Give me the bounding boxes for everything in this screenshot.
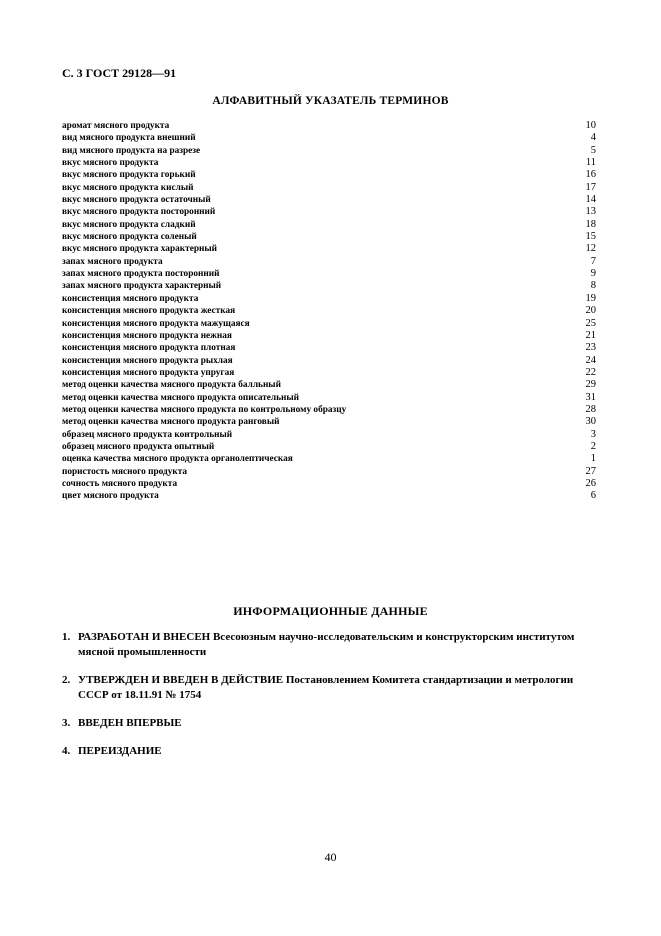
index-entry-term: консистенция мясного продукта bbox=[62, 293, 199, 304]
index-entry bbox=[62, 219, 596, 231]
index-entry-term: вкус мясного продукта посторонний bbox=[62, 207, 216, 218]
index-entry-term: оценка качества мясного продукта органолептическая bbox=[62, 454, 293, 465]
term-index-list bbox=[62, 120, 596, 503]
index-entry-number: 3 bbox=[590, 428, 596, 440]
index-entry bbox=[62, 355, 596, 367]
info-title: ИНФОРМАЦИОННЫЕ ДАННЫЕ bbox=[233, 604, 428, 618]
index-entry bbox=[62, 490, 596, 502]
index-entry bbox=[62, 182, 596, 194]
info-item-text bbox=[78, 673, 602, 703]
index-entry-number: 23 bbox=[585, 342, 596, 354]
index-entry-number: 8 bbox=[590, 280, 596, 292]
index-entry bbox=[62, 466, 596, 478]
index-entry bbox=[62, 231, 596, 243]
index-entry-number: 28 bbox=[585, 403, 596, 415]
index-entry-number: 6 bbox=[590, 490, 596, 502]
index-entry bbox=[62, 268, 596, 280]
index-entry-term: консистенция мясного продукта мажущаяся bbox=[62, 318, 250, 329]
info-item-heading: ВВЕДЕН ВПЕРВЫЕ bbox=[78, 717, 182, 729]
index-entry-number: 19 bbox=[585, 292, 596, 304]
index-entry-number: 18 bbox=[585, 218, 596, 230]
index-entry-number: 12 bbox=[585, 243, 596, 255]
index-entry-term: пористость мясного продукта bbox=[62, 466, 188, 477]
index-entry-number: 13 bbox=[585, 206, 596, 218]
index-entry-term: вкус мясного продукта характерный bbox=[62, 244, 217, 255]
index-entry-term: вкус мясного продукта соленый bbox=[62, 232, 197, 243]
index-entry-number: 10 bbox=[585, 120, 596, 131]
index-entry-term: метод оценки качества мясного продукта ранговый bbox=[62, 417, 280, 428]
index-entry-number: 31 bbox=[585, 391, 596, 403]
index-entry bbox=[62, 441, 596, 453]
index-entry bbox=[62, 132, 596, 144]
index-entry-number: 26 bbox=[585, 477, 596, 489]
index-entry bbox=[62, 145, 596, 157]
index-entry-number: 15 bbox=[585, 231, 596, 243]
index-entry-number: 4 bbox=[590, 132, 596, 144]
index-entry-term: запах мясного продукта bbox=[62, 256, 163, 267]
index-entry bbox=[62, 120, 596, 132]
index-entry-term: метод оценки качества мясного продукта балльный bbox=[62, 380, 281, 391]
info-item-text bbox=[78, 630, 602, 660]
index-entry-term: метод оценки качества мясного продукта по контрольному образцу bbox=[62, 404, 347, 415]
info-item bbox=[62, 630, 602, 660]
info-list bbox=[62, 630, 602, 772]
index-entry-term: вкус мясного продукта сладкий bbox=[62, 219, 196, 230]
index-title: АЛФАВИТНЫЙ УКАЗАТЕЛЬ ТЕРМИНОВ bbox=[212, 95, 449, 107]
index-entry bbox=[62, 256, 596, 268]
index-entry bbox=[62, 243, 596, 255]
info-item-heading: ПЕРЕИЗДАНИЕ bbox=[78, 745, 162, 757]
index-entry-term: образец мясного продукта опытный bbox=[62, 441, 215, 452]
index-entry-number: 7 bbox=[590, 255, 596, 267]
index-entry-term: образец мясного продукта контрольный bbox=[62, 429, 233, 440]
index-entry-term: вид мясного продукта на разрезе bbox=[62, 145, 201, 156]
index-entry-number: 16 bbox=[585, 169, 596, 181]
index-entry-term: метод оценки качества мясного продукта описательный bbox=[62, 392, 300, 403]
index-entry-term: вкус мясного продукта горький bbox=[62, 170, 196, 181]
index-entry-number: 2 bbox=[590, 440, 596, 452]
index-entry-term: консистенция мясного продукта жесткая bbox=[62, 306, 236, 317]
index-entry-number: 24 bbox=[585, 354, 596, 366]
index-entry bbox=[62, 206, 596, 218]
index-entry bbox=[62, 453, 596, 465]
index-entry-term: консистенция мясного продукта рыхлая bbox=[62, 355, 233, 366]
index-entry-number: 22 bbox=[585, 366, 596, 378]
index-entry bbox=[62, 194, 596, 206]
index-entry-term: вкус мясного продукта кислый bbox=[62, 182, 194, 193]
page-number: 40 bbox=[324, 850, 337, 864]
info-item-number: 2. bbox=[62, 674, 71, 686]
index-entry-term: цвет мясного продукта bbox=[62, 491, 159, 502]
index-entry-term: запах мясного продукта характерный bbox=[62, 281, 222, 292]
index-entry bbox=[62, 169, 596, 181]
index-entry-number: 1 bbox=[590, 453, 596, 465]
info-item-text bbox=[78, 744, 602, 759]
info-item-number: 4. bbox=[62, 745, 71, 757]
index-entry-number: 9 bbox=[590, 268, 596, 280]
index-entry bbox=[62, 416, 596, 428]
index-entry-term: вкус мясного продукта остаточный bbox=[62, 195, 211, 206]
index-entry-term: вид мясного продукта внешний bbox=[62, 133, 196, 144]
info-item-text bbox=[78, 716, 602, 731]
info-item bbox=[62, 673, 602, 703]
index-entry-term: аромат мясного продукта bbox=[62, 121, 170, 131]
index-entry bbox=[62, 305, 596, 317]
info-item-heading: УТВЕРЖДЕН И ВВЕДЕН В ДЕЙСТВИЕ bbox=[78, 674, 284, 686]
index-entry-term: вкус мясного продукта bbox=[62, 158, 159, 169]
index-entry-term: сочность мясного продукта bbox=[62, 478, 178, 489]
index-entry bbox=[62, 157, 596, 169]
info-item bbox=[62, 744, 602, 759]
index-entry-term: консистенция мясного продукта плотная bbox=[62, 343, 236, 354]
index-entry bbox=[62, 280, 596, 292]
index-entry-number: 20 bbox=[585, 305, 596, 317]
index-entry bbox=[62, 367, 596, 379]
index-entry bbox=[62, 429, 596, 441]
index-entry-number: 27 bbox=[585, 465, 596, 477]
index-entry bbox=[62, 379, 596, 391]
info-item-body: Постановлением Комитета стандартизации и метрологии СССР от 18.11.91 № 1754 bbox=[78, 674, 574, 701]
index-entry bbox=[62, 318, 596, 330]
info-item-number: 1. bbox=[62, 631, 71, 643]
index-entry-term: консистенция мясного продукта упругая bbox=[62, 367, 235, 378]
info-item-body: Всесоюзным научно-исследовательским и конструкторским институтом мясной промышленности bbox=[78, 631, 575, 658]
page-header: С. 3 ГОСТ 29128—91 bbox=[62, 66, 177, 80]
info-item-heading: РАЗРАБОТАН И ВНЕСЕН bbox=[78, 631, 211, 643]
info-item-number: 3. bbox=[62, 717, 71, 729]
index-entry-term: запах мясного продукта посторонний bbox=[62, 269, 220, 280]
index-entry-number: 25 bbox=[585, 317, 596, 329]
index-entry-number: 14 bbox=[585, 194, 596, 206]
index-entry-term: консистенция мясного продукта нежная bbox=[62, 330, 232, 341]
index-entry-number: 5 bbox=[590, 144, 596, 156]
index-entry bbox=[62, 293, 596, 305]
index-entry bbox=[62, 478, 596, 490]
index-entry-number: 17 bbox=[585, 181, 596, 193]
index-entry bbox=[62, 342, 596, 354]
index-entry bbox=[62, 392, 596, 404]
index-entry bbox=[62, 330, 596, 342]
index-entry-number: 21 bbox=[585, 329, 596, 341]
index-entry-number: 29 bbox=[585, 379, 596, 391]
index-entry-number: 30 bbox=[585, 416, 596, 428]
info-item bbox=[62, 716, 602, 731]
index-entry-number: 11 bbox=[585, 157, 596, 169]
index-entry bbox=[62, 404, 596, 416]
